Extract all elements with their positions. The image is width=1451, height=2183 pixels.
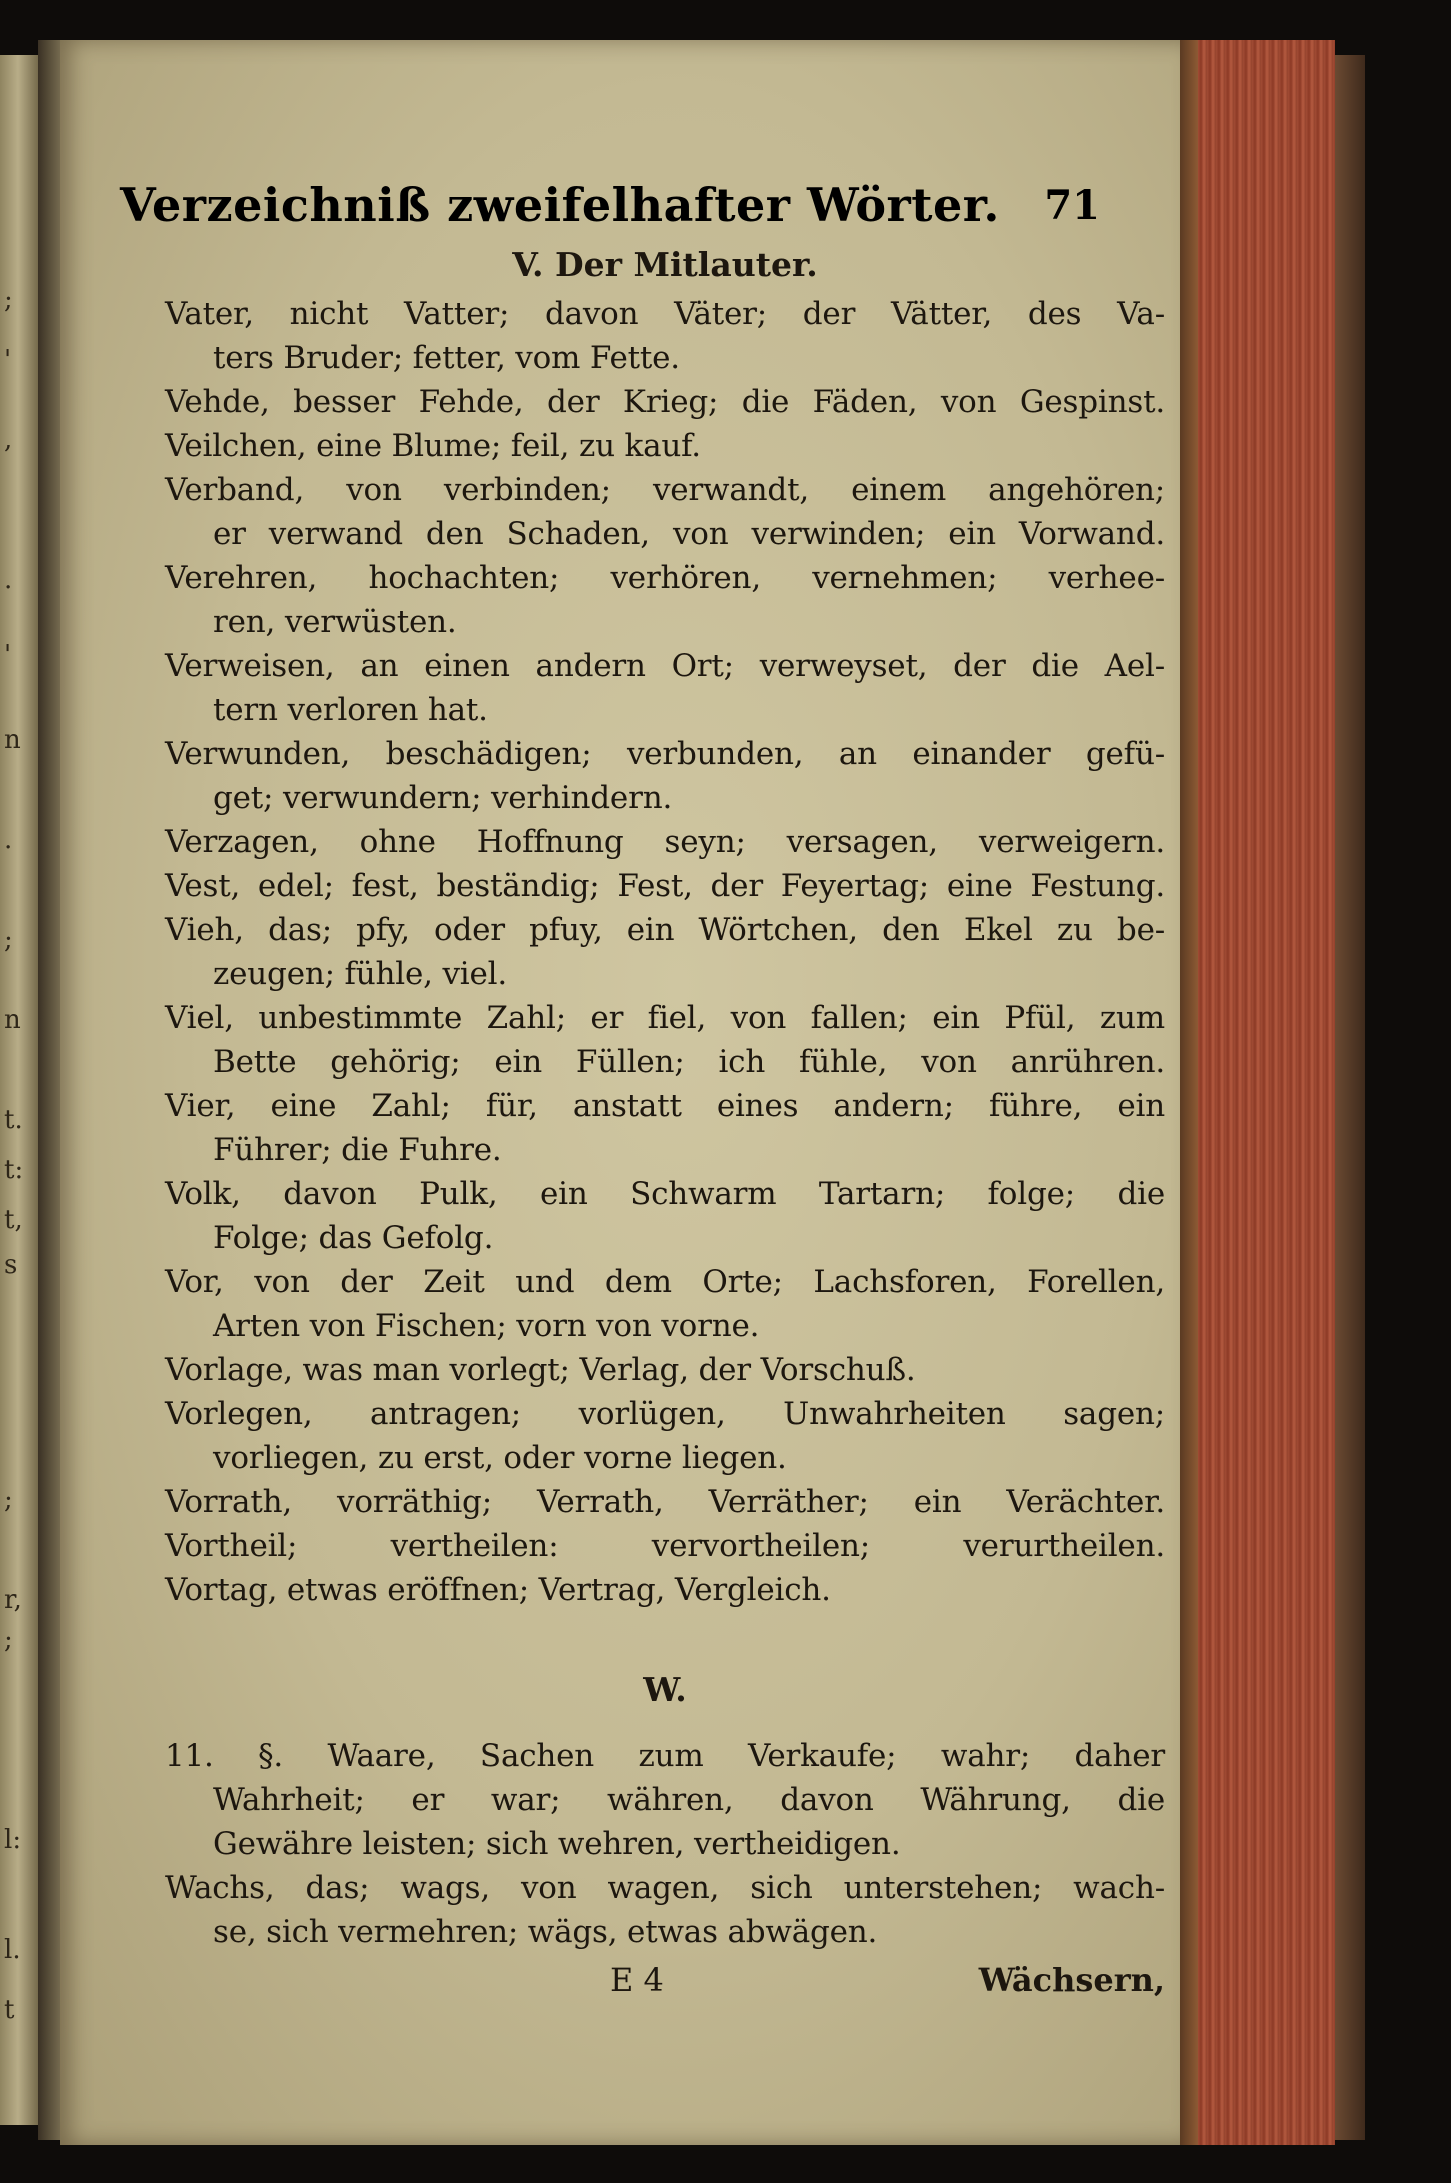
page-edges — [1180, 40, 1335, 2145]
entry-line: zeugen; fühle, viel. — [213, 956, 508, 992]
entry-line: 11. §. Waare, Sachen zum Verkaufe; wahr; daher — [165, 1738, 1165, 1774]
entry-line: Vehde, besser Fehde, der Krieg; die Fäden, von Gespinst. — [165, 384, 1165, 420]
left-page-fragment: l. — [4, 1935, 21, 1965]
running-title: Verzeichniß zweifelhafter Wörter. — [120, 178, 1000, 232]
entry-line: Gewähre leisten; sich wehren, vertheidigen. — [213, 1826, 901, 1862]
page-number: 71 — [1044, 182, 1100, 229]
left-page-fragment: . — [4, 825, 13, 855]
entry-line: tern verloren hat. — [213, 692, 488, 728]
entry-line: Wahrheit; er war; währen, davon Währung, die — [213, 1782, 1165, 1818]
left-page-fragment: l: — [4, 1825, 22, 1855]
left-page-edge — [0, 55, 40, 2125]
page — [60, 40, 1185, 2145]
entry-line: Veilchen, eine Blume; feil, zu kauf. — [165, 428, 701, 464]
left-page-fragment: n — [4, 1005, 21, 1035]
entry-line: Viel, unbestimmte Zahl; er fiel, von fallen; ein Pfül, zum — [165, 1000, 1165, 1036]
entry-line: Arten von Fischen; vorn von vorne. — [213, 1308, 760, 1344]
catchword: Wächsern, — [978, 1961, 1165, 1999]
entry-line: ren, verwüsten. — [213, 604, 457, 640]
page-header — [120, 178, 1100, 238]
book-cover-edge — [1335, 55, 1365, 2140]
entry-line: Verehren, hochachten; verhören, vernehmen; verhee- — [165, 560, 1165, 596]
left-page-fragment: n — [4, 725, 21, 755]
entry-line: Vater, nicht Vatter; davon Väter; der Vätter, des Va- — [165, 296, 1165, 332]
entry-line: get; verwundern; verhindern. — [213, 780, 673, 816]
left-page-fragment: ; — [4, 1625, 13, 1655]
entry-line: Verband, von verbinden; verwandt, einem angehören; — [165, 472, 1165, 508]
entry-line: Vier, eine Zahl; für, anstatt eines andern; führe, ein — [165, 1088, 1165, 1124]
left-page-fragment: t, — [4, 1205, 23, 1235]
entry-line: er verwand den Schaden, von verwinden; ein Vorwand. — [213, 516, 1165, 552]
left-page-fragment: ; — [4, 925, 13, 955]
left-page-fragment: , — [4, 425, 13, 455]
entry-line: ters Bruder; fetter, vom Fette. — [213, 340, 680, 376]
section-heading-v: V. Der Mitlauter. — [512, 245, 818, 284]
page-footer — [165, 1958, 1165, 2002]
entry-line: Folge; das Gefolg. — [213, 1220, 494, 1256]
entry-line: Verzagen, ohne Hoffnung seyn; versagen, verweigern. — [165, 824, 1165, 860]
entry-line: Führer; die Fuhre. — [213, 1132, 502, 1168]
entry-line: Verweisen, an einen andern Ort; verweyset, der die Ael- — [165, 648, 1165, 684]
entry-line: Bette gehörig; ein Füllen; ich fühle, von anrühren. — [213, 1044, 1165, 1080]
left-page-fragment: ' — [4, 640, 12, 670]
left-page-fragment: t. — [4, 1105, 23, 1135]
entry-line: Vortheil; vertheilen: vervortheilen; verurtheilen. — [165, 1528, 1165, 1564]
entry-line: Vortag, etwas eröffnen; Vertrag, Vergleich. — [165, 1572, 831, 1608]
entry-line: Vieh, das; pfy, oder pfuy, ein Wörtchen, den Ekel zu be- — [165, 912, 1165, 948]
left-page-fragment: s — [4, 1250, 18, 1280]
entry-line: Vorlage, was man vorlegt; Verlag, der Vorschuß. — [165, 1352, 916, 1388]
entry-line: se, sich vermehren; wägs, etwas abwägen. — [213, 1914, 878, 1950]
left-page-fragment: t — [4, 1995, 15, 2025]
entry-line: Vorrath, vorräthig; Verrath, Verräther; ein Verächter. — [165, 1484, 1165, 1520]
entry-line: Verwunden, beschädigen; verbunden, an einander gefü- — [165, 736, 1165, 772]
left-page-fragment: . — [4, 565, 13, 595]
left-page-fragment: r, — [4, 1585, 22, 1615]
entry-line: Vor, von der Zeit und dem Orte; Lachsforen, Forellen, — [165, 1264, 1165, 1300]
section-heading-w: W. — [643, 1670, 687, 1709]
entry-line: Vorlegen, antragen; vorlügen, Unwahrheiten sagen; — [165, 1396, 1165, 1432]
entry-line: vorliegen, zu erst, oder vorne liegen. — [213, 1440, 787, 1476]
left-page-fragment: ; — [4, 1485, 13, 1515]
left-page-fragment: ' — [4, 345, 12, 375]
signature-mark: E 4 — [610, 1961, 664, 1999]
left-page-fragment: ; — [4, 285, 13, 315]
page-edges-shadow — [1180, 40, 1198, 2145]
entry-line: Volk, davon Pulk, ein Schwarm Tartarn; folge; die — [165, 1176, 1165, 1212]
left-page-fragment: t: — [4, 1155, 24, 1185]
entry-line: Wachs, das; wags, von wagen, sich unterstehen; wach- — [165, 1870, 1165, 1906]
entry-line: Vest, edel; fest, beständig; Fest, der Feyertag; eine Festung. — [165, 868, 1165, 904]
